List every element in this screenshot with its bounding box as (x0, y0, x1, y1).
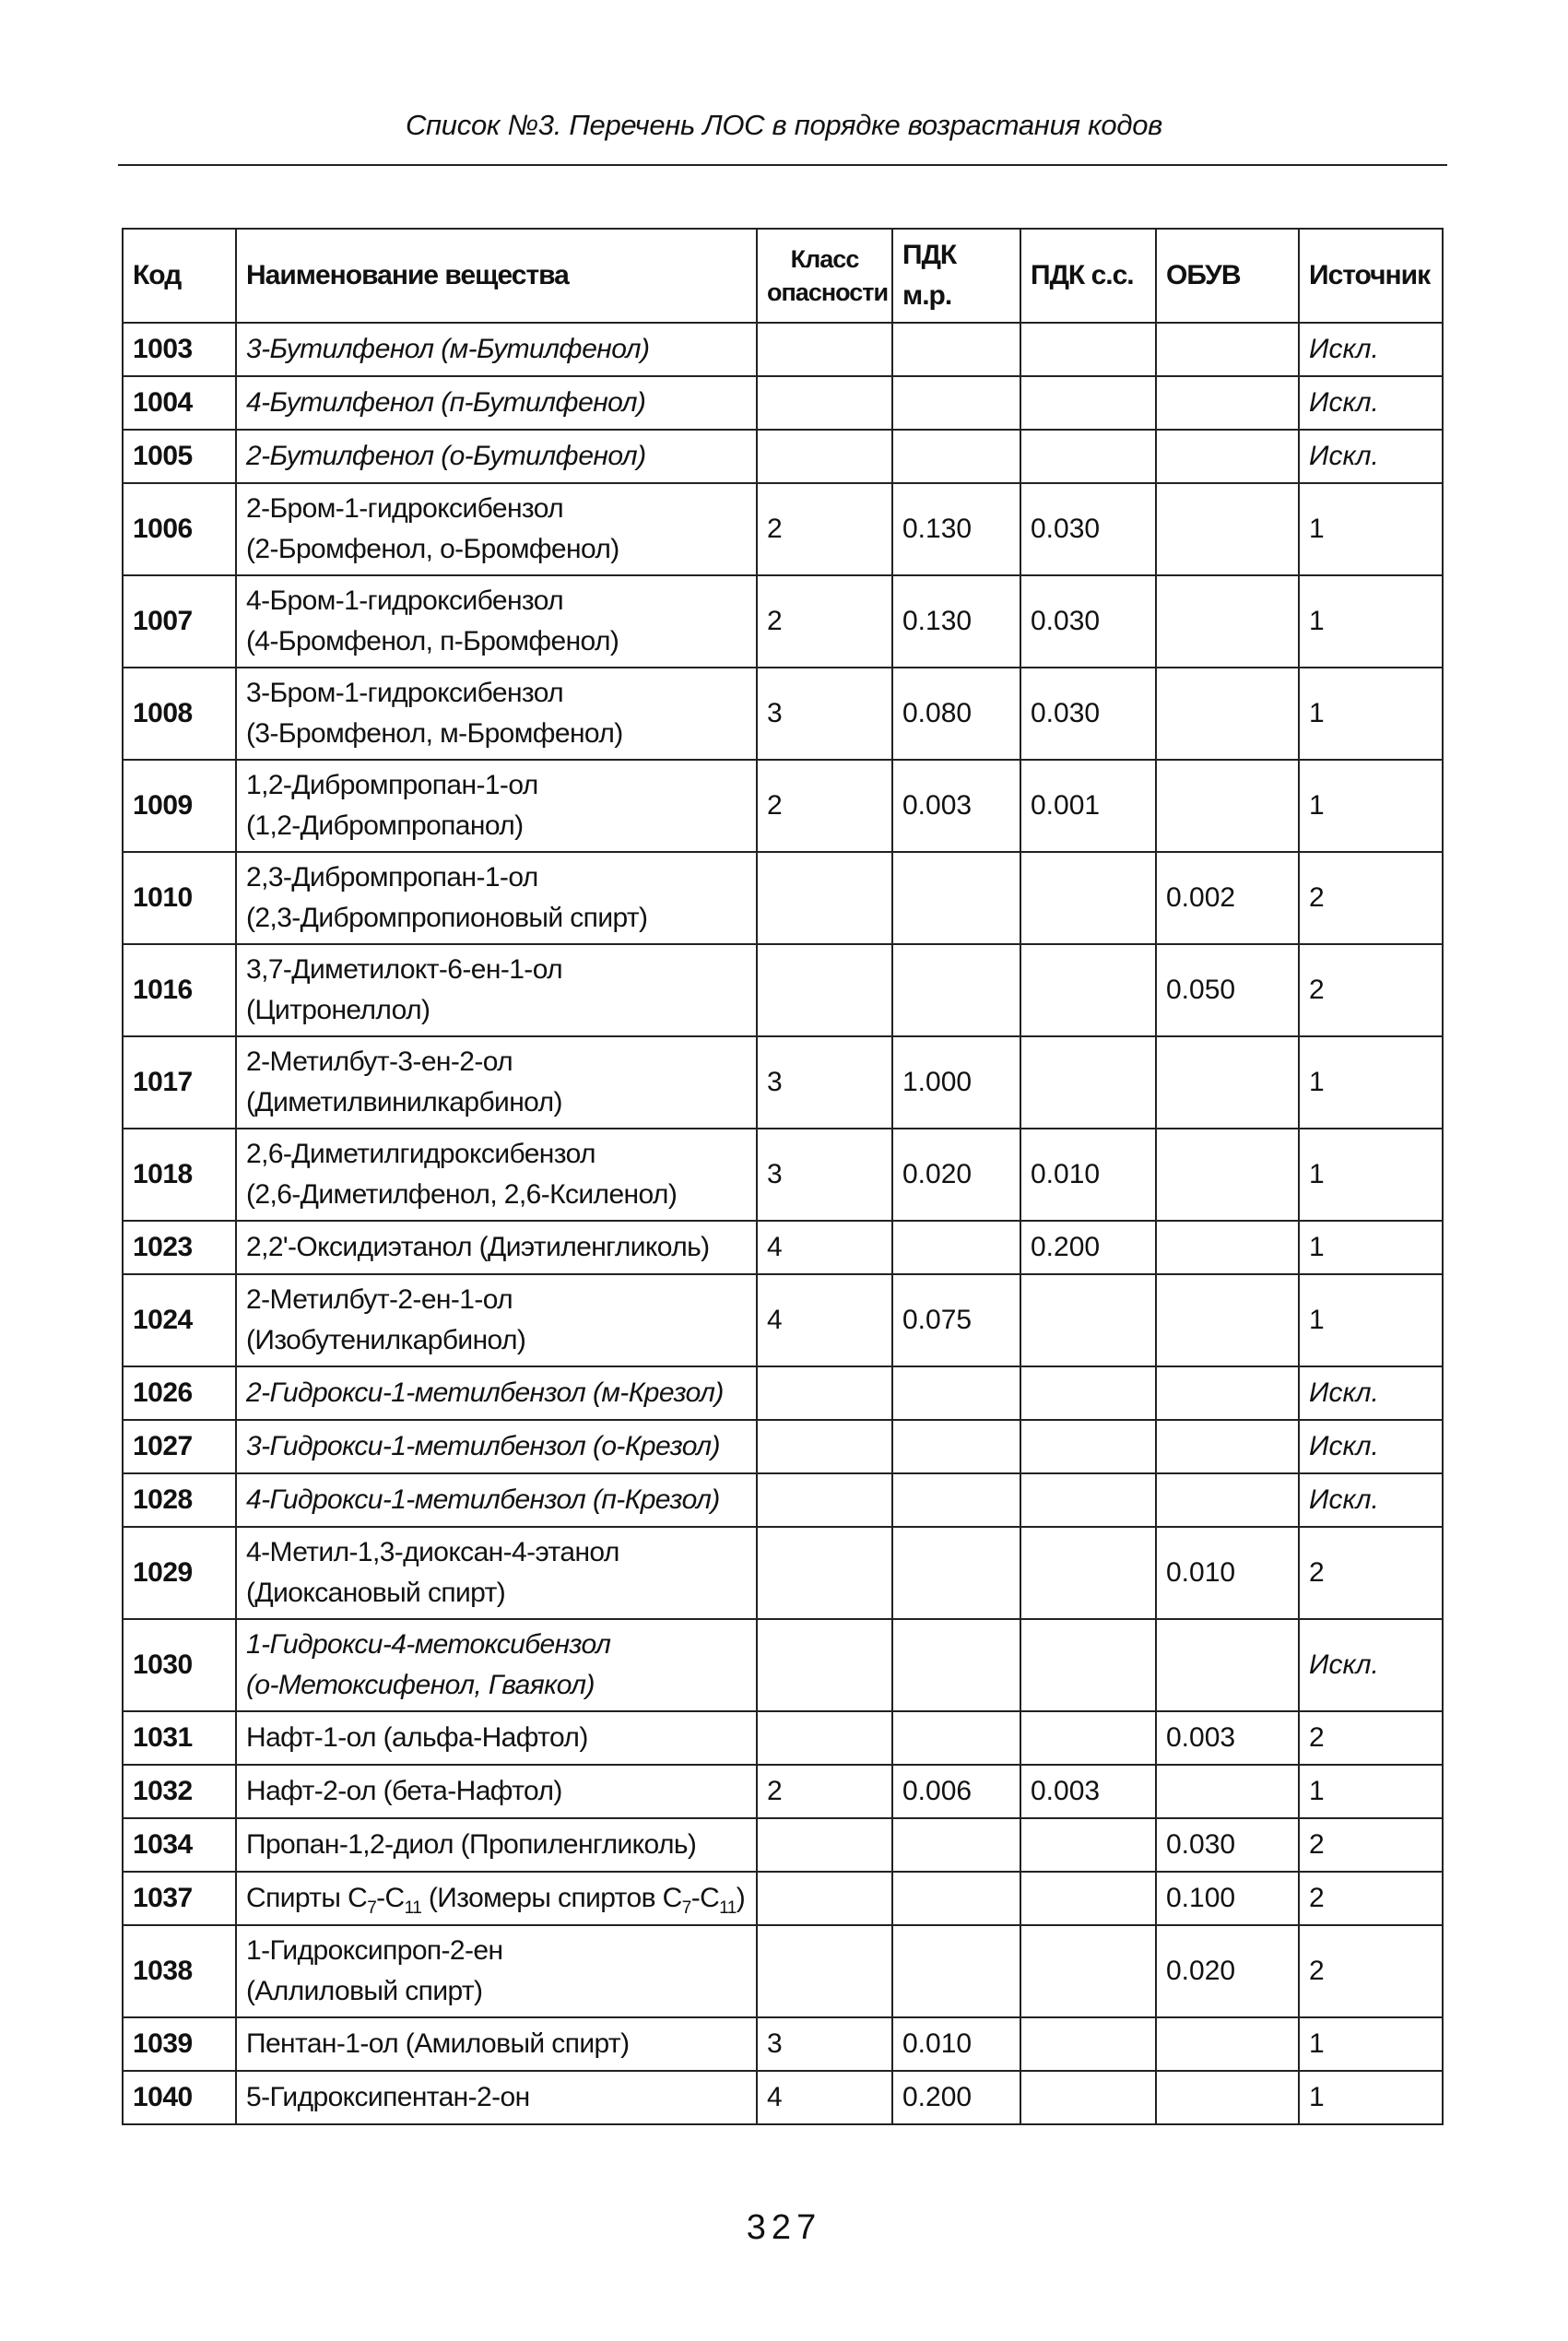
cell-obuv (1156, 323, 1299, 376)
cell-obuv (1156, 668, 1299, 760)
cell-pdk-ss: 0.001 (1020, 760, 1156, 852)
table-row (123, 483, 1443, 575)
cell-source: 1 (1299, 2017, 1443, 2071)
cell-source: 1 (1299, 575, 1443, 668)
table-row (123, 668, 1443, 760)
cell-pdk-mr (892, 1872, 1020, 1925)
page-header-title: Список №3. Перечень ЛОС в порядке возрастания кодов (405, 109, 1163, 141)
cell-hazard-class: 2 (757, 1765, 892, 1818)
cell-name-fragment: ) (736, 1883, 746, 1913)
cell-hazard-class: 2 (757, 483, 892, 575)
cell-pdk-ss (1020, 1274, 1156, 1366)
cell-name-fragment: (Изомеры спиртов C (421, 1883, 682, 1913)
column-header-hazard-class-line1: Класс (790, 245, 859, 273)
cell-name-line2: (Аллиловый спирт) (246, 1976, 483, 2006)
cell-name (236, 1221, 757, 1274)
cell-source: 1 (1299, 1036, 1443, 1129)
cell-code: 1031 (123, 1711, 236, 1765)
cell-obuv (1156, 376, 1299, 430)
column-header-code: Код (123, 229, 236, 323)
cell-source: 1 (1299, 1274, 1443, 1366)
cell-pdk-mr (892, 1420, 1020, 1473)
header-divider (118, 164, 1447, 166)
cell-name-line1: 4-Гидрокси-1-метилбензол (п-Крезол) (246, 1484, 720, 1515)
table-row (123, 1420, 1443, 1473)
table-row (123, 1527, 1443, 1619)
cell-source: 2 (1299, 1527, 1443, 1619)
cell-code: 1016 (123, 944, 236, 1036)
cell-name (236, 2017, 757, 2071)
cell-name-line1: 3-Бром-1-гидроксибензол (246, 678, 564, 708)
cell-pdk-ss (1020, 1036, 1156, 1129)
cell-code: 1003 (123, 323, 236, 376)
table-row (123, 1129, 1443, 1221)
cell-name-fragment: 7 (681, 1898, 691, 1918)
table-row (123, 1221, 1443, 1274)
cell-source: Искл. (1299, 323, 1443, 376)
cell-hazard-class: 3 (757, 668, 892, 760)
cell-source: Искл. (1299, 430, 1443, 483)
cell-name-line2: (Цитронеллол) (246, 995, 430, 1025)
cell-name-line1: 2-Бутилфенол (о-Бутилфенол) (246, 441, 646, 471)
column-header-obuv: ОБУВ (1156, 229, 1299, 323)
cell-obuv (1156, 1765, 1299, 1818)
cell-hazard-class: 3 (757, 1129, 892, 1221)
cell-code: 1017 (123, 1036, 236, 1129)
cell-name (236, 430, 757, 483)
cell-pdk-ss (1020, 2017, 1156, 2071)
cell-source: 2 (1299, 1818, 1443, 1872)
cell-code: 1030 (123, 1619, 236, 1711)
cell-pdk-mr (892, 1527, 1020, 1619)
column-header-name: Наименование вещества (236, 229, 757, 323)
cell-source: 2 (1299, 1711, 1443, 1765)
cell-name-fragment: -C (690, 1883, 720, 1913)
cell-pdk-ss (1020, 1711, 1156, 1765)
cell-source: Искл. (1299, 1473, 1443, 1527)
cell-code: 1032 (123, 1765, 236, 1818)
cell-code: 1029 (123, 1527, 236, 1619)
cell-pdk-mr (892, 376, 1020, 430)
cell-hazard-class (757, 1527, 892, 1619)
cell-name (236, 483, 757, 575)
cell-name (236, 668, 757, 760)
cell-pdk-ss (1020, 852, 1156, 944)
cell-pdk-ss: 0.003 (1020, 1765, 1156, 1818)
cell-name-line2: (Диметилвинилкарбинол) (246, 1087, 562, 1117)
cell-name-line2: (2-Бромфенол, о-Бромфенол) (246, 534, 619, 564)
cell-name (236, 376, 757, 430)
cell-pdk-mr (892, 1818, 1020, 1872)
cell-code: 1034 (123, 1818, 236, 1872)
cell-obuv (1156, 483, 1299, 575)
cell-name (236, 323, 757, 376)
cell-pdk-ss (1020, 1818, 1156, 1872)
cell-hazard-class (757, 1925, 892, 2017)
table-row (123, 1818, 1443, 1872)
cell-obuv (1156, 1366, 1299, 1420)
cell-name (236, 1473, 757, 1527)
cell-pdk-mr (892, 1619, 1020, 1711)
cell-pdk-mr (892, 1711, 1020, 1765)
cell-hazard-class: 3 (757, 1036, 892, 1129)
cell-obuv (1156, 430, 1299, 483)
table-row (123, 323, 1443, 376)
table-row (123, 575, 1443, 668)
cell-name-line1: Пентан-1-ол (Амиловый спирт) (246, 2028, 630, 2059)
cell-name (236, 1366, 757, 1420)
cell-obuv: 0.020 (1156, 1925, 1299, 2017)
cell-code: 1040 (123, 2071, 236, 2124)
table-row (123, 2071, 1443, 2124)
table-row (123, 1473, 1443, 1527)
cell-source: 2 (1299, 852, 1443, 944)
cell-pdk-ss (1020, 1527, 1156, 1619)
cell-name (236, 1711, 757, 1765)
cell-name-line1: 2,6-Диметилгидроксибензол (246, 1139, 595, 1169)
cell-pdk-mr: 0.200 (892, 2071, 1020, 2124)
cell-pdk-mr: 0.130 (892, 575, 1020, 668)
cell-hazard-class (757, 1711, 892, 1765)
cell-obuv (1156, 575, 1299, 668)
cell-source: 2 (1299, 1872, 1443, 1925)
cell-name (236, 1619, 757, 1711)
cell-obuv: 0.002 (1156, 852, 1299, 944)
cell-name-line1: 3-Бутилфенол (м-Бутилфенол) (246, 334, 650, 364)
cell-hazard-class (757, 1872, 892, 1925)
cell-pdk-ss (1020, 944, 1156, 1036)
cell-code: 1004 (123, 376, 236, 430)
cell-pdk-ss: 0.030 (1020, 668, 1156, 760)
cell-pdk-mr: 0.006 (892, 1765, 1020, 1818)
cell-obuv: 0.100 (1156, 1872, 1299, 1925)
table-row (123, 1765, 1443, 1818)
cell-pdk-mr: 0.003 (892, 760, 1020, 852)
cell-name-line1: 2,3-Дибромпропан-1-ол (246, 862, 538, 893)
table-row (123, 944, 1443, 1036)
cell-name-line2: (2,3-Дибромпропионовый спирт) (246, 903, 648, 933)
cell-hazard-class: 2 (757, 760, 892, 852)
table-body (123, 323, 1443, 2124)
cell-code: 1008 (123, 668, 236, 760)
cell-hazard-class (757, 323, 892, 376)
cell-hazard-class (757, 376, 892, 430)
column-header-pdk-ss: ПДК с.с. (1020, 229, 1156, 323)
cell-code: 1024 (123, 1274, 236, 1366)
cell-pdk-mr: 0.020 (892, 1129, 1020, 1221)
cell-obuv: 0.050 (1156, 944, 1299, 1036)
table-row (123, 1366, 1443, 1420)
cell-name-fragment: Спирты C (246, 1883, 368, 1913)
cell-pdk-ss: 0.030 (1020, 575, 1156, 668)
cell-obuv (1156, 2071, 1299, 2124)
cell-pdk-ss (1020, 1473, 1156, 1527)
table-row (123, 1619, 1443, 1711)
cell-obuv (1156, 1420, 1299, 1473)
cell-name-line1: 5-Гидроксипентан-2-он (246, 2082, 530, 2112)
cell-source: Искл. (1299, 1420, 1443, 1473)
cell-hazard-class (757, 430, 892, 483)
cell-pdk-ss (1020, 1366, 1156, 1420)
cell-name-line2: (Диоксановый спирт) (246, 1578, 506, 1608)
cell-name-line1: 2-Метилбут-2-ен-1-ол (246, 1284, 513, 1315)
cell-name-line1: 2-Метилбут-3-ен-2-ол (246, 1046, 513, 1077)
cell-name-fragment: 11 (404, 1898, 422, 1918)
cell-name-line1: 2-Бром-1-гидроксибензол (246, 493, 564, 524)
cell-source: 1 (1299, 483, 1443, 575)
cell-pdk-mr: 0.080 (892, 668, 1020, 760)
cell-name (236, 575, 757, 668)
column-header-pdk-mr: ПДК м.р. (892, 229, 1020, 323)
cell-pdk-mr (892, 852, 1020, 944)
cell-name-line2: (о-Метоксифенол, Гваякол) (246, 1670, 595, 1700)
column-header-hazard-class (757, 229, 892, 323)
substances-table (122, 228, 1444, 2125)
cell-hazard-class: 4 (757, 1221, 892, 1274)
cell-source: Искл. (1299, 376, 1443, 430)
cell-obuv (1156, 1274, 1299, 1366)
table-row (123, 1036, 1443, 1129)
cell-obuv (1156, 1129, 1299, 1221)
cell-code: 1009 (123, 760, 236, 852)
table-row (123, 1274, 1443, 1366)
cell-obuv: 0.003 (1156, 1711, 1299, 1765)
cell-pdk-mr (892, 430, 1020, 483)
cell-hazard-class (757, 944, 892, 1036)
cell-pdk-mr (892, 1366, 1020, 1420)
cell-code: 1005 (123, 430, 236, 483)
cell-pdk-ss (1020, 1925, 1156, 2017)
cell-name-line1: 1,2-Дибромпропан-1-ол (246, 770, 538, 800)
cell-name (236, 1527, 757, 1619)
table-header-row (123, 229, 1443, 323)
cell-hazard-class (757, 1818, 892, 1872)
cell-pdk-mr: 0.130 (892, 483, 1020, 575)
cell-pdk-ss: 0.010 (1020, 1129, 1156, 1221)
cell-name-line1: 1-Гидроксипроп-2-ен (246, 1935, 503, 1966)
cell-name-line2: (2,6-Диметилфенол, 2,6-Ксиленол) (246, 1179, 678, 1210)
cell-pdk-mr (892, 1473, 1020, 1527)
cell-code: 1006 (123, 483, 236, 575)
cell-source: 1 (1299, 1129, 1443, 1221)
cell-code: 1010 (123, 852, 236, 944)
cell-obuv (1156, 1619, 1299, 1711)
cell-obuv (1156, 2017, 1299, 2071)
cell-source: 1 (1299, 2071, 1443, 2124)
cell-source: 1 (1299, 760, 1443, 852)
cell-pdk-ss: 0.030 (1020, 483, 1156, 575)
cell-name (236, 760, 757, 852)
cell-pdk-ss (1020, 2071, 1156, 2124)
cell-name-line1: Нафт-1-ол (альфа-Нафтол) (246, 1722, 588, 1753)
table-row (123, 1872, 1443, 1925)
page-number: 327 (746, 2208, 822, 2247)
table-row (123, 852, 1443, 944)
cell-name-line1: Нафт-2-ол (бета-Нафтол) (246, 1776, 562, 1806)
cell-hazard-class (757, 1420, 892, 1473)
cell-pdk-ss: 0.200 (1020, 1221, 1156, 1274)
cell-pdk-ss (1020, 430, 1156, 483)
cell-name-line1: 4-Бром-1-гидроксибензол (246, 585, 564, 616)
cell-obuv (1156, 1221, 1299, 1274)
cell-source: Искл. (1299, 1619, 1443, 1711)
cell-name-fragment: 7 (367, 1898, 377, 1918)
table-row (123, 2017, 1443, 2071)
cell-name-line1: Пропан-1,2-диол (Пропиленгликоль) (246, 1829, 697, 1860)
cell-hazard-class: 4 (757, 2071, 892, 2124)
cell-name-line2: (4-Бромфенол, п-Бромфенол) (246, 626, 619, 656)
cell-name-fragment: -C (376, 1883, 405, 1913)
cell-pdk-ss (1020, 1872, 1156, 1925)
cell-hazard-class (757, 1473, 892, 1527)
cell-name (236, 1274, 757, 1366)
cell-name-line1: 2,2'-Оксидиэтанол (Диэтиленгликоль) (246, 1232, 710, 1262)
column-header-source: Источник (1299, 229, 1443, 323)
cell-obuv (1156, 760, 1299, 852)
table-row (123, 760, 1443, 852)
cell-hazard-class (757, 1619, 892, 1711)
cell-name (236, 1872, 757, 1925)
cell-name (236, 944, 757, 1036)
cell-name-line1: 2-Гидрокси-1-метилбензол (м-Крезол) (246, 1377, 724, 1408)
cell-name-line1: 4-Метил-1,3-диоксан-4-этанол (246, 1537, 619, 1567)
cell-name-line2: (1,2-Дибромпропанол) (246, 810, 524, 841)
cell-name-line1: 3,7-Диметилокт-6-ен-1-ол (246, 954, 563, 985)
cell-code: 1037 (123, 1872, 236, 1925)
column-header-hazard-class-line2: опасности (767, 278, 889, 306)
cell-pdk-mr: 1.000 (892, 1036, 1020, 1129)
cell-source: 1 (1299, 1765, 1443, 1818)
cell-name (236, 1036, 757, 1129)
cell-name (236, 1420, 757, 1473)
cell-source: Искл. (1299, 1366, 1443, 1420)
cell-code: 1039 (123, 2017, 236, 2071)
cell-name-line1: 3-Гидрокси-1-метилбензол (о-Крезол) (246, 1431, 720, 1461)
cell-pdk-ss (1020, 1420, 1156, 1473)
cell-pdk-mr (892, 323, 1020, 376)
cell-name-line1: 1-Гидрокси-4-метоксибензол (246, 1629, 611, 1660)
cell-name (236, 1765, 757, 1818)
cell-source: 1 (1299, 668, 1443, 760)
cell-source: 2 (1299, 1925, 1443, 2017)
cell-code: 1027 (123, 1420, 236, 1473)
cell-hazard-class (757, 852, 892, 944)
cell-source: 1 (1299, 1221, 1443, 1274)
cell-pdk-ss (1020, 376, 1156, 430)
cell-name-fragment: 11 (719, 1898, 737, 1918)
cell-pdk-ss (1020, 1619, 1156, 1711)
cell-code: 1028 (123, 1473, 236, 1527)
cell-name (236, 1818, 757, 1872)
cell-code: 1018 (123, 1129, 236, 1221)
cell-code: 1038 (123, 1925, 236, 2017)
table-row (123, 376, 1443, 430)
cell-hazard-class: 4 (757, 1274, 892, 1366)
cell-name (236, 1129, 757, 1221)
table-row (123, 430, 1443, 483)
cell-code: 1023 (123, 1221, 236, 1274)
cell-obuv (1156, 1473, 1299, 1527)
cell-pdk-mr (892, 1925, 1020, 2017)
cell-code: 1026 (123, 1366, 236, 1420)
cell-name-line1: 4-Бутилфенол (п-Бутилфенол) (246, 387, 646, 418)
cell-pdk-mr: 0.010 (892, 2017, 1020, 2071)
table-row (123, 1925, 1443, 2017)
cell-obuv: 0.010 (1156, 1527, 1299, 1619)
table-row (123, 1711, 1443, 1765)
cell-name-line2: (Изобутенилкарбинол) (246, 1325, 526, 1355)
cell-pdk-mr: 0.075 (892, 1274, 1020, 1366)
cell-pdk-ss (1020, 323, 1156, 376)
cell-hazard-class: 3 (757, 2017, 892, 2071)
cell-hazard-class (757, 1366, 892, 1420)
cell-code: 1007 (123, 575, 236, 668)
cell-name (236, 1925, 757, 2017)
cell-name (236, 852, 757, 944)
cell-source: 2 (1299, 944, 1443, 1036)
cell-obuv: 0.030 (1156, 1818, 1299, 1872)
cell-name (236, 2071, 757, 2124)
cell-hazard-class: 2 (757, 575, 892, 668)
cell-pdk-mr (892, 944, 1020, 1036)
cell-name-line2: (3-Бромфенол, м-Бромфенол) (246, 718, 623, 749)
cell-pdk-mr (892, 1221, 1020, 1274)
cell-obuv (1156, 1036, 1299, 1129)
